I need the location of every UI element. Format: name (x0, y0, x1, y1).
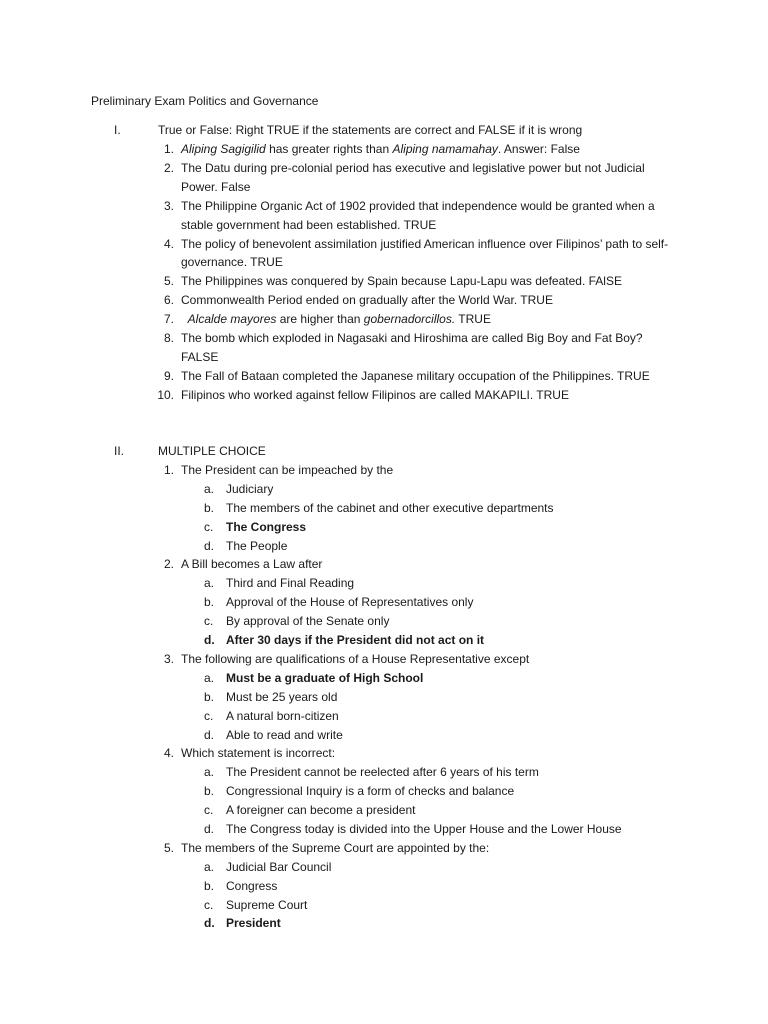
option-letter: c. (204, 614, 214, 629)
option-text: Must be 25 years old (226, 689, 338, 704)
question-item (0, 235, 768, 273)
question-number: 2. (163, 160, 174, 175)
section-title: True or False: Right TRUE if the statements are correct and FALSE if it is wrong (158, 123, 583, 137)
question-item (0, 291, 768, 310)
option-letter: b. (204, 689, 215, 704)
option-item (0, 612, 768, 631)
question-item (0, 386, 768, 405)
question-text: The bomb which exploded in Nagasaki and Hiroshima are called Big Boy and Fat Boy? FALSE (181, 331, 643, 364)
question-item (0, 159, 768, 197)
question-text: The Fall of Bataan completed the Japanese military occupation of the Philippines. TRUE (181, 368, 650, 383)
option-text: The People (226, 538, 288, 553)
question-item (0, 839, 768, 933)
option-list (0, 763, 768, 839)
option-text: Congress (226, 878, 278, 893)
option-letter: b. (204, 784, 215, 799)
section-numeral: I. (114, 123, 121, 137)
option-list (0, 480, 768, 556)
option-item (0, 820, 768, 839)
question-item (0, 461, 768, 555)
question-item (0, 329, 768, 367)
question-number: 10. (157, 387, 174, 402)
option-letter: a. (204, 576, 215, 591)
question-number: 1. (163, 463, 174, 477)
option-letter: b. (204, 595, 215, 610)
question-list (0, 461, 768, 933)
option-item (0, 537, 768, 556)
option-text: A natural born-citizen (226, 708, 339, 723)
section-title: MULTIPLE CHOICE (158, 444, 266, 458)
question-text: The Philippine Organic Act of 1902 provided that independence would be granted when a stable government had been established. TRUE (181, 198, 655, 232)
question-text: Commonwealth Period ended on gradually after the World War. TRUE (181, 293, 553, 308)
option-letter: c. (204, 897, 214, 912)
option-text-answer: After 30 days if the President did not act on it (226, 633, 485, 648)
question-text-part: has greater rights than (265, 142, 393, 156)
question-text-part: are higher than (276, 312, 364, 327)
option-text: Third and Final Reading (226, 576, 355, 591)
question-number: 3. (163, 651, 174, 666)
option-text-answer: The Congress (226, 519, 307, 534)
option-letter: c. (204, 519, 214, 534)
option-item (0, 574, 768, 593)
option-list (0, 858, 768, 934)
question-text-italic: gobernadorcillos. (363, 312, 456, 327)
question-item (0, 197, 768, 235)
option-item-answer (0, 914, 768, 933)
question-item (0, 650, 768, 744)
question-number: 6. (163, 293, 174, 308)
question-number: 7. (163, 312, 174, 327)
option-letter: a. (204, 765, 215, 780)
option-text-answer: Must be a graduate of High School (226, 670, 424, 685)
option-text: Supreme Court (226, 897, 308, 912)
question-text: The policy of benevolent assimilation justified American influence over Filipinos’ path to self-governance. TRUE (181, 236, 669, 270)
option-letter: a. (204, 481, 215, 496)
option-item (0, 877, 768, 896)
question-list (0, 140, 768, 405)
option-item (0, 782, 768, 801)
question-item (0, 744, 768, 838)
option-text: Congressional Inquiry is a form of checks and balance (226, 784, 515, 799)
question-text-italic: Aliping namamahay (392, 142, 498, 156)
question-text: The members of the Supreme Court are appointed by the: (181, 840, 490, 855)
question-text: The President can be impeached by the (181, 463, 394, 477)
option-item-answer (0, 669, 768, 688)
option-list (0, 574, 768, 650)
question-number: 5. (163, 274, 174, 289)
option-text: Approval of the House of Representatives only (226, 595, 474, 610)
option-letter: c. (204, 708, 214, 723)
question-text-part: . Answer: False (497, 142, 580, 156)
option-text: Able to read and write (226, 727, 343, 742)
option-letter: b. (204, 878, 215, 893)
question-text: The Philippines was conquered by Spain because Lapu-Lapu was defeated. FAlSE (181, 274, 622, 289)
question-text: The following are qualifications of a House Representative except (181, 651, 530, 666)
question-number: 2. (163, 557, 174, 572)
question-number: 4. (163, 746, 174, 761)
option-text: The Congress today is divided into the Upper House and the Lower House (226, 821, 622, 836)
question-number: 4. (163, 236, 174, 251)
option-item (0, 726, 768, 745)
option-letter: d. (204, 538, 215, 553)
option-text: Judicial Bar Council (226, 859, 332, 874)
section-numeral: II. (114, 444, 125, 458)
question-item (0, 272, 768, 291)
option-letter: d. (204, 633, 215, 648)
question-text-italic: Alcalde mayores (187, 312, 277, 327)
option-item (0, 896, 768, 915)
question-text-part: TRUE (455, 312, 491, 327)
option-item (0, 593, 768, 612)
question-item (0, 140, 768, 159)
section-header (0, 121, 768, 140)
option-item (0, 499, 768, 518)
option-item (0, 858, 768, 877)
option-letter: d. (204, 821, 215, 836)
option-item (0, 688, 768, 707)
option-text: Judiciary (226, 481, 274, 496)
option-letter: c. (204, 803, 214, 818)
section-header (0, 442, 768, 461)
option-item-answer (0, 631, 768, 650)
question-item (0, 310, 768, 329)
option-item (0, 480, 768, 499)
question-text (181, 140, 681, 159)
question-number: 1. (163, 142, 174, 156)
option-letter: b. (204, 500, 215, 515)
question-text: The Datu during pre-colonial period has executive and legislative power but not Judicial Power. False (181, 160, 645, 194)
question-number: 8. (163, 331, 174, 346)
question-text: Which statement is incorrect: (181, 746, 336, 761)
option-text: The members of the cabinet and other executive departments (226, 500, 554, 515)
option-list (0, 669, 768, 745)
option-item (0, 801, 768, 820)
option-letter: d. (204, 916, 215, 931)
document-title: Preliminary Exam Politics and Governance (91, 94, 319, 108)
option-letter: a. (204, 859, 215, 874)
option-text: The President cannot be reelected after 6 years of his term (226, 765, 539, 780)
option-text: A foreigner can become a president (226, 803, 416, 818)
question-text (181, 310, 681, 329)
question-number: 9. (163, 368, 174, 383)
question-item (0, 367, 768, 386)
question-number: 3. (163, 198, 174, 213)
question-text-italic: Aliping Sagigilid (181, 142, 266, 156)
question-item (0, 555, 768, 649)
option-letter: a. (204, 670, 215, 685)
option-item (0, 763, 768, 782)
option-item-answer (0, 518, 768, 537)
option-text-answer: President (226, 916, 281, 931)
option-letter: d. (204, 727, 215, 742)
option-text: By approval of the Senate only (226, 614, 390, 629)
question-number: 5. (163, 840, 174, 855)
question-text: Filipinos who worked against fellow Filipinos are called MAKAPILI. TRUE (181, 387, 569, 402)
question-text: A Bill becomes a Law after (181, 557, 323, 572)
option-item (0, 707, 768, 726)
